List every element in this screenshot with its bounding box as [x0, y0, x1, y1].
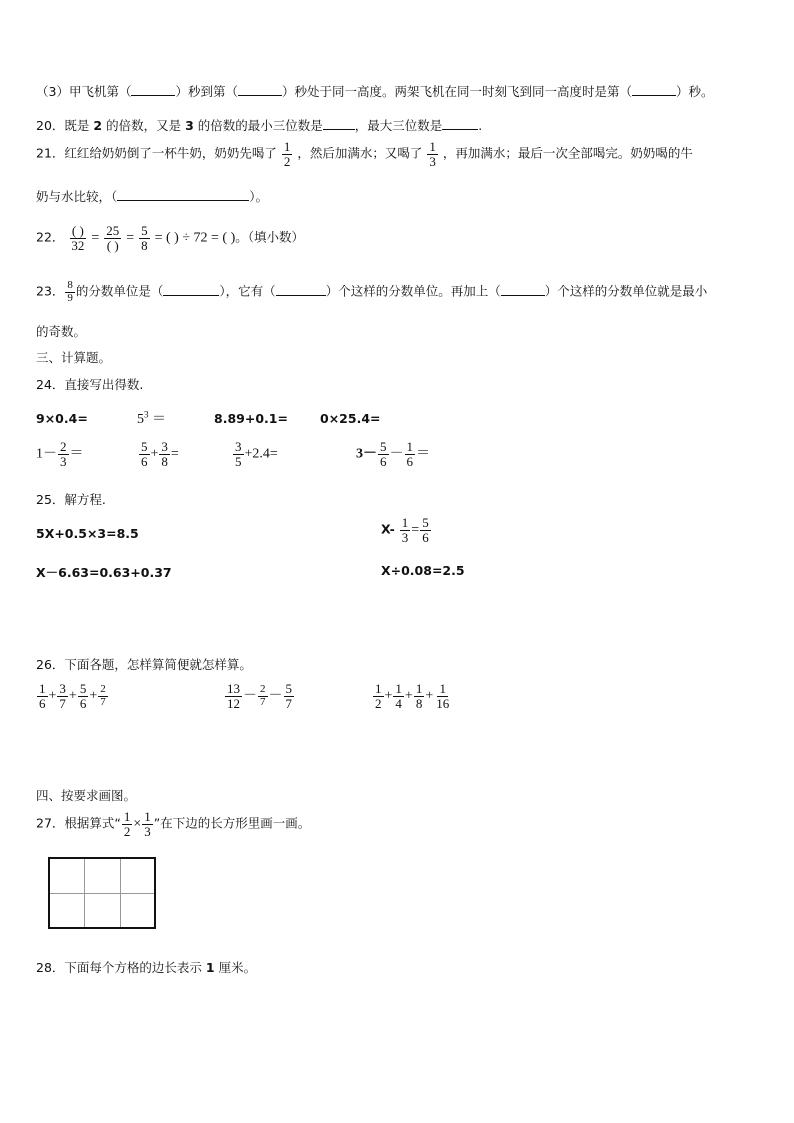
- q23-line-2: 的奇数。: [36, 324, 87, 339]
- fraction: $\frac{1}{3}$: [429, 139, 436, 169]
- q25-equation-4: X÷0.08=2.5: [381, 563, 465, 578]
- fraction: $\frac{25}{( )}$: [106, 223, 120, 253]
- answer-blank[interactable]: [131, 83, 175, 96]
- fraction: $\frac{8}{9}$: [67, 279, 73, 304]
- q21-line-1: 21．红红给奶奶倒了一杯牛奶，奶奶先喝了 $\frac{1}{2}$ ，然后加满水；又喝了 $\frac{1}{3}$ ，再加满水；最后一次全部喝完。奶奶喝的牛: [36, 139, 693, 169]
- q27-line: 27．根据算式“ $\frac{1}{2}$ × $\frac{1}{3}$ ”在下边的长方形里画一画。: [36, 809, 311, 839]
- fraction: $\frac{( )}{32}$: [71, 223, 85, 253]
- drawing-rectangle[interactable]: [48, 857, 156, 929]
- q26-expression-a: $\frac{1}{6}$ + $\frac{3}{7}$ + $\frac{5}{6}$ + $\frac{2}{7}$: [39, 681, 106, 711]
- q24-item-2: $5^3$ ＝: [137, 409, 166, 427]
- q28-line: 28．下面每个方格的边长表示 1 厘米。: [36, 960, 257, 975]
- fraction: $\frac{1}{3}$: [144, 809, 151, 839]
- grid-line: [50, 893, 154, 894]
- q24-item-7: $\frac{3}{5}$ +2.4=: [235, 439, 278, 469]
- q19-3-line: （3）甲飞机第（ ）秒到第（ ）秒处于同一高度。两架飞机在同一时刻飞到同一高度时是第（ ）秒。: [36, 84, 714, 99]
- q26-expression-c: $\frac{1}{2}$ + $\frac{1}{4}$ + $\frac{1}{8}$ + $\frac{1}{16}$: [375, 681, 450, 711]
- q24-item-4: 0×25.4=: [320, 411, 381, 426]
- q24-item-3: 8.89+0.1=: [214, 411, 288, 426]
- q20-line: 20．既是 2 的倍数，又是 3 的倍数的最小三位数是 ，最大三位数是 .: [36, 118, 483, 133]
- q23-line-1: 23． $\frac{8}{9}$ 的分数单位是（ ），它有（ ）个这样的分数单位。再加上（ ）个这样的分数单位就是最小: [36, 279, 708, 304]
- fraction: $\frac{1}{2}$: [283, 139, 291, 169]
- q25-equation-2: X- $\frac{1}{3}$ = $\frac{5}{6}$: [381, 515, 429, 545]
- q24-item-5: 1－ $\frac{2}{3}$ ＝: [36, 439, 84, 469]
- section-4-title: 四、按要求画图。: [36, 788, 137, 803]
- q21-line-2: 奶与水比较，（ ）。: [36, 189, 269, 204]
- answer-blank[interactable]: [163, 283, 219, 296]
- q22-line: 22． $\frac{( )}{32}$ = $\frac{25}{( )}$ = $\frac{5}{8}$ = ( ) ÷ 72 = ( )。（填小数）: [36, 223, 305, 253]
- q24-item-1: 9×0.4=: [36, 411, 88, 426]
- answer-blank[interactable]: [276, 283, 326, 296]
- q24-title: 24．直接写出得数.: [36, 377, 144, 392]
- q25-equation-1: 5X+0.5×3=8.5: [36, 526, 139, 541]
- fraction: $\frac{5}{8}$: [141, 223, 148, 253]
- q24-item-6: $\frac{5}{6}$ + $\frac{3}{8}$ =: [141, 439, 179, 469]
- answer-blank[interactable]: [501, 283, 545, 296]
- q26-expression-b: $\frac{13}{12}$ － $\frac{2}{7}$ － $\frac{5}{7}$: [227, 681, 292, 711]
- q25-equation-3: X－6.63=0.63+0.37: [36, 565, 172, 580]
- q25-title: 25．解方程.: [36, 492, 106, 507]
- answer-blank[interactable]: [323, 117, 355, 130]
- q26-title: 26．下面各题，怎样算简便就怎样算。: [36, 657, 252, 672]
- answer-blank[interactable]: [632, 83, 676, 96]
- answer-blank[interactable]: [238, 83, 282, 96]
- section-3-title: 三、计算题。: [36, 350, 112, 365]
- q24-item-8: 3－ $\frac{5}{6}$ － $\frac{1}{6}$ ＝: [356, 439, 430, 469]
- answer-blank[interactable]: [117, 188, 249, 201]
- fraction: $\frac{1}{2}$: [123, 809, 131, 839]
- answer-blank[interactable]: [442, 117, 478, 130]
